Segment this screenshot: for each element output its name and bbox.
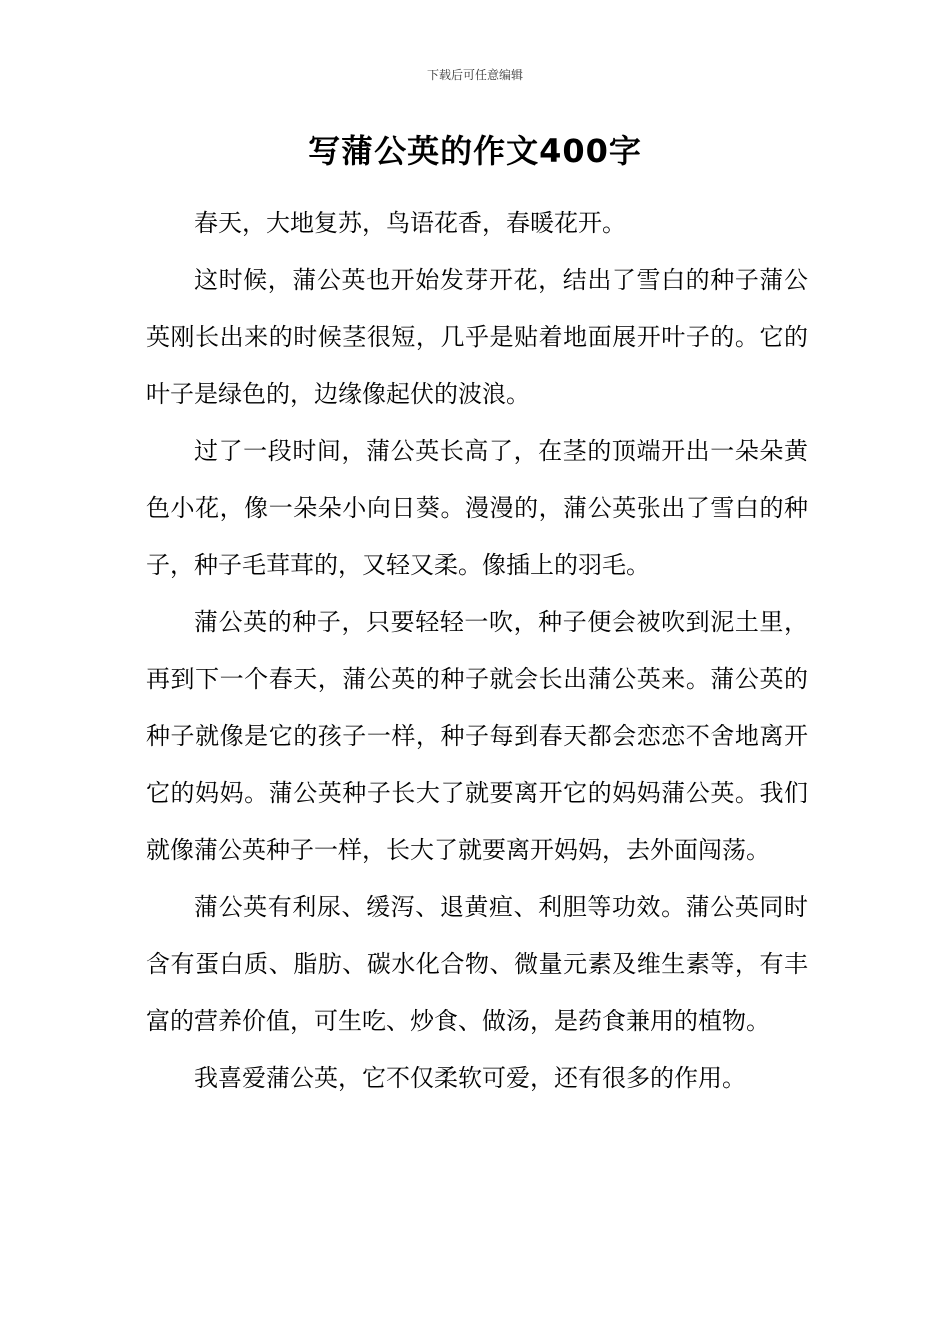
paragraph: 蒲公英有利尿、缓泻、退黄疸、利胆等功效。蒲公英同时含有蛋白质、脂肪、碳水化合物、微量元素及维生素等，有丰富的营养价值，可生吃、炒食、做汤，是药食兼用的植物。 [146,893,808,1035]
paragraph: 这时候，蒲公英也开始发芽开花，结出了雪白的种子蒲公英刚长出来的时候茎很短，几乎是贴着地面展开叶子的。它的叶子是绿色的，边缘像起伏的波浪。 [146,266,808,408]
paragraph: 过了一段时间，蒲公英长高了，在茎的顶端开出一朵朵黄色小花，像一朵朵小向日葵。漫漫的，蒲公英张出了雪白的种子，种子毛茸茸的，又轻又柔。像插上的羽毛。 [146,437,808,579]
paragraph: 春天，大地复苏，鸟语花香，春暖花开。 [194,209,626,237]
paragraph: 我喜爱蒲公英，它不仅柔软可爱，还有很多的作用。 [194,1064,746,1092]
page-title: 写蒲公英的作文400字 [308,132,642,170]
header-note: 下载后可任意编辑 [426,68,523,82]
paragraph: 蒲公英的种子，只要轻轻一吹，种子便会被吹到泥土里，再到下一个春天，蒲公英的种子就会长出蒲公英来。蒲公英的种子就像是它的孩子一样，种子每到春天都会恋恋不舍地离开它的妈妈。蒲公英种子长大了就要离开它的妈妈蒲公英。我们就像蒲公英种子一样，长大了就要离开妈妈，去外面闯荡。 [146,608,808,864]
essay-body [146,195,808,1107]
